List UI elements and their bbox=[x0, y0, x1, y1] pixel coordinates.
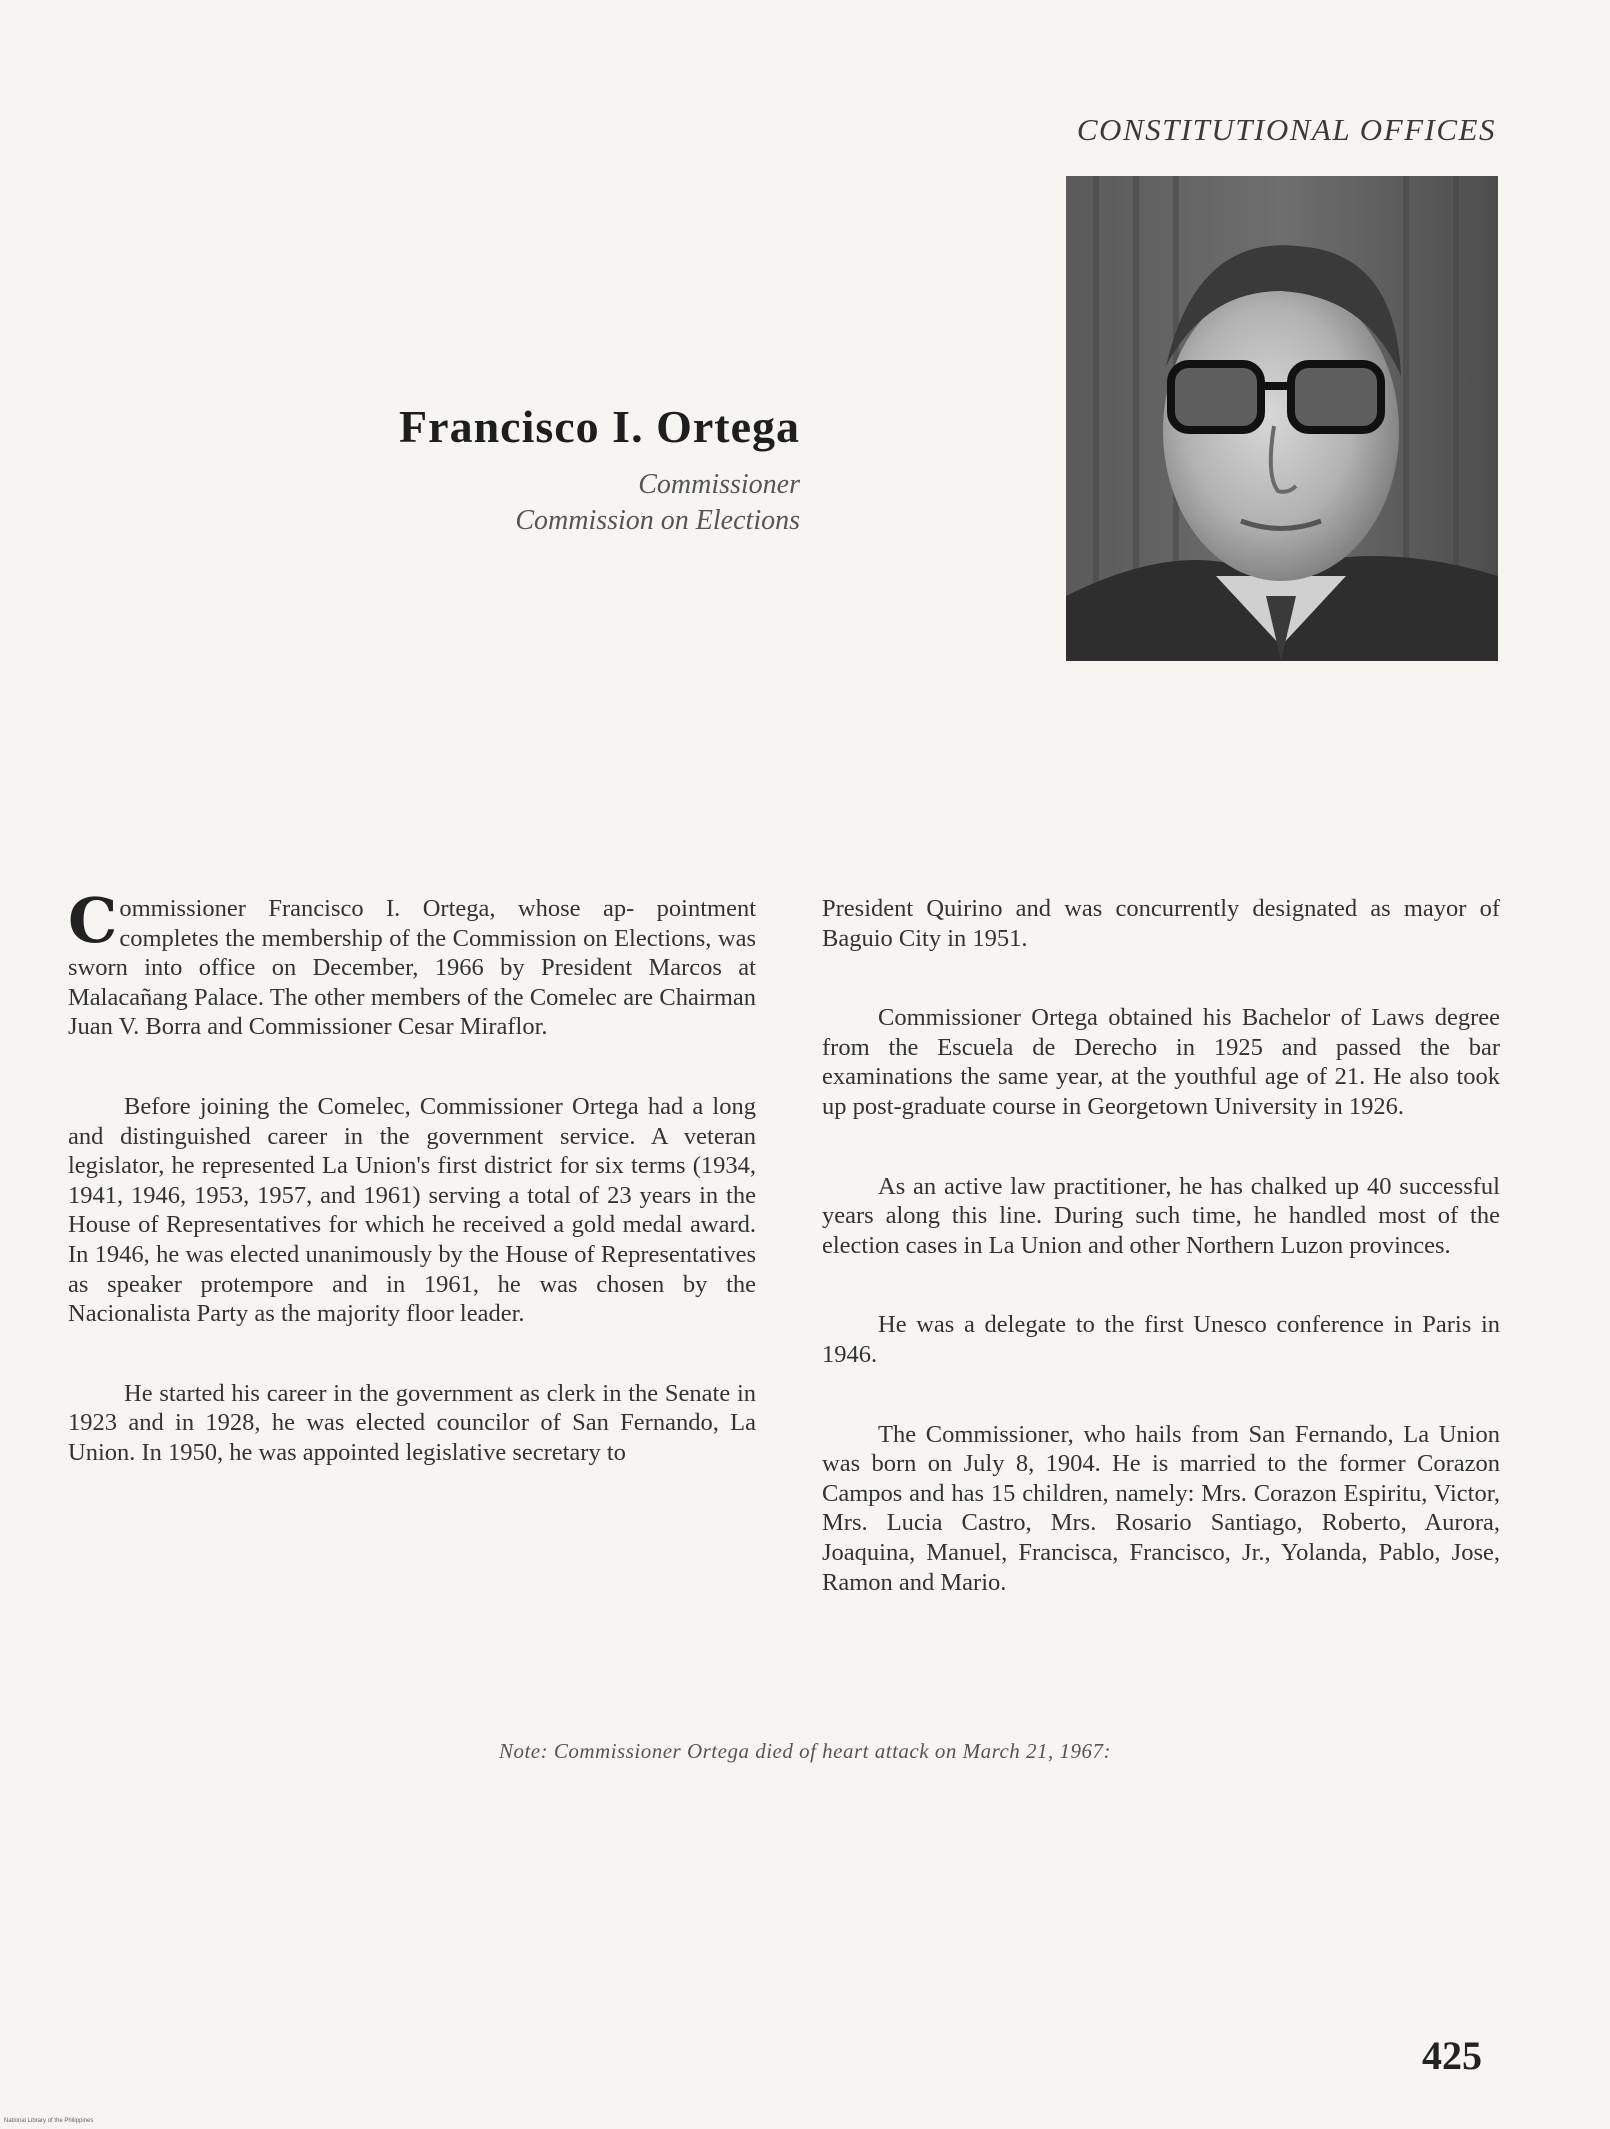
profile-block bbox=[399, 400, 800, 539]
right-paragraph-3: As an active law practitioner, he has chalked up 40 successful years along this line. During such time, he handled most of the election cases in La Union and other Northern Luzon provinces. bbox=[822, 1172, 1500, 1259]
article-left-column bbox=[68, 884, 757, 1518]
left-paragraph-1-body: pointment completes the membership of the Commission on Elections, was sworn into office on December, 1966 by President Marcos at Malacañang Palace. The other members of the Comelec are Chairman Juan V. Borra and Commissioner Cesar Miraflor. bbox=[68, 895, 757, 1041]
drop-cap: C bbox=[68, 884, 118, 957]
left-paragraph-2: Before joining the Comelec, Commissioner Ortega had a long and distinguished career in the government service. A veteran legislator, he represented La Union's first district for six terms (1934, 1941, 1946, 1953, 1957, and 1961) serving a total of 23 years in the House of Representatives for which he received a gold medal award. In 1946, he was elected unanimously by the House of Representatives as speaker protempore and in 1961, he was chosen by the Nacionalista Party as the majority floor leader. bbox=[68, 1092, 756, 1328]
left-paragraph-3: He started his career in the government as clerk in the Senate in 1923 and in 1928, he was elected councilor of San Fernando, La Union. In 1950, he was appointed legislative secretary to bbox=[68, 1379, 756, 1466]
person-title: Commissioner bbox=[638, 469, 800, 500]
footer-credit: National Library of the Philippines bbox=[4, 2118, 94, 2124]
portrait-photo bbox=[1066, 176, 1498, 661]
right-paragraph-2: Commissioner Ortega obtained his Bachelor of Laws degree from the Escuela de Derecho in 1925 and passed the bar examinations the same year, at the youthful age of 21. He also took up post-graduate course in Georgetown University in 1926. bbox=[822, 1004, 1500, 1120]
person-name: Francisco I. Ortega bbox=[399, 401, 800, 452]
right-paragraph-5: The Commissioner, who hails from San Fernando, La Union was born on July 8, 1904. He is married to the former Corazon Campos and has 15 children, namely: Mrs. Corazon Espiritu, Victor, Mrs. Lucia Castro, Mrs. Rosario Santiago, Roberto, Aurora, Joaquina, Manuel, Francisca, Francisco, Jr., Yolanda, Pablo, Jose, Ramon and Mario. bbox=[822, 1420, 1500, 1596]
left-paragraph-1 bbox=[68, 884, 757, 1042]
portrait-illustration bbox=[1066, 176, 1498, 661]
footnote: Note: Commissioner Ortega died of heart attack on March 21, 1967: bbox=[498, 1739, 1112, 1763]
person-office: Commission on Elections bbox=[515, 505, 800, 536]
article-right-column bbox=[822, 894, 1500, 1647]
left-paragraph-1-first-line: ommissioner Francisco I. Ortega, whose ap- bbox=[119, 895, 635, 922]
page-number: 425 bbox=[1422, 2033, 1482, 2078]
right-paragraph-4: He was a delegate to the first Unesco conference in Paris in 1946. bbox=[822, 1311, 1500, 1368]
section-header: CONSTITUTIONAL OFFICES bbox=[1076, 112, 1496, 147]
right-paragraph-1: President Quirino and was concurrently designated as mayor of Baguio City in 1951. bbox=[822, 895, 1500, 952]
